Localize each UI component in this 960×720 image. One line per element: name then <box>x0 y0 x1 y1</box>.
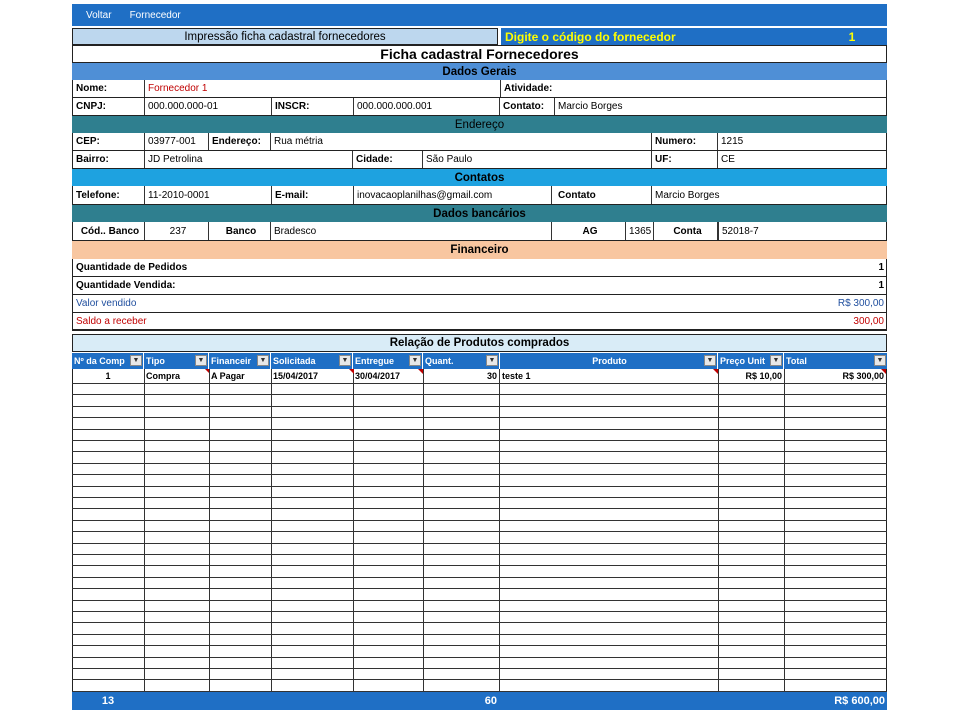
table-gridline <box>72 440 887 441</box>
table-gridline <box>72 588 887 589</box>
top-toolbar <box>72 4 887 26</box>
table-row[interactable] <box>72 369 887 383</box>
general-row-1 <box>72 80 887 98</box>
balance-value: 300,00 <box>853 315 884 327</box>
col-header-total: Total ▼ <box>784 353 887 369</box>
cep-value: 03977-001 <box>145 133 209 150</box>
cell-total: R$ 300,00 <box>842 371 884 381</box>
table-gridline <box>72 577 887 578</box>
balance-label: Saldo a receber <box>76 315 147 327</box>
filter-dropdown-icon[interactable]: ▼ <box>409 355 421 366</box>
bank-code-label: Cód.. Banco <box>73 222 145 240</box>
products-table-header <box>72 353 887 369</box>
col-header-order: Nº da Comp ▼ <box>72 353 144 369</box>
section-financial: Financeiro <box>72 241 887 259</box>
table-gridline <box>72 645 887 646</box>
cell-financial: A Pagar <box>211 371 245 381</box>
table-gridline <box>72 474 887 475</box>
col-header-financial: Financeir ▼ <box>209 353 271 369</box>
filter-dropdown-icon[interactable]: ▼ <box>257 355 269 366</box>
contacts-contact-label: Contato <box>552 186 652 204</box>
bank-value: Bradesco <box>271 222 552 240</box>
address-row-1 <box>72 133 887 151</box>
number-value: 1215 <box>721 136 744 147</box>
financial-qty-row <box>72 277 887 295</box>
phone-value: 11-2010-0001 <box>145 186 272 204</box>
agency-label: AG <box>552 222 626 240</box>
qty-value: 1 <box>878 280 884 291</box>
table-gridline <box>72 463 887 464</box>
comment-indicator-icon <box>418 369 423 374</box>
filter-dropdown-icon[interactable]: ▼ <box>874 355 886 366</box>
comment-indicator-icon <box>349 369 354 374</box>
financial-orders-row <box>72 259 887 277</box>
filter-dropdown-icon[interactable]: ▼ <box>339 355 351 366</box>
qty-label: Quantidade Vendida: <box>76 280 176 291</box>
table-totals-row <box>72 692 887 710</box>
table-gridline <box>72 679 887 680</box>
uf-label: UF: <box>652 151 718 168</box>
table-gridline <box>72 497 887 498</box>
account-value: 52018-7 <box>722 225 759 237</box>
table-gridline <box>72 657 887 658</box>
col-header-requested: Solicitada ▼ <box>271 353 353 369</box>
email-value[interactable]: inovacaoplanilhas@gmail.com <box>354 186 552 204</box>
comment-indicator-icon <box>713 369 718 374</box>
col-header-delivered: Entregue ▼ <box>353 353 423 369</box>
total-quantity: 60 <box>484 695 497 707</box>
page-title: Ficha cadastral Fornecedores <box>72 45 887 63</box>
table-gridline <box>72 451 887 452</box>
financial-balance-row <box>72 313 887 331</box>
cell-unit-price: R$ 10,00 <box>745 371 782 381</box>
district-value: JD Petrolina <box>145 151 353 168</box>
total-count: 13 <box>101 695 115 707</box>
table-gridline <box>72 611 887 612</box>
orders-value: 1 <box>878 262 884 273</box>
street-value: Rua métria <box>271 133 652 150</box>
table-gridline <box>72 634 887 635</box>
city-value: São Paulo <box>423 151 652 168</box>
section-bank: Dados bancários <box>72 205 887 222</box>
activity-label: Atividade: <box>500 80 558 97</box>
contact-value: Marcio Borges <box>558 101 623 112</box>
table-gridline <box>72 622 887 623</box>
bank-code-value: 237 <box>145 222 209 240</box>
contacts-row <box>72 186 887 205</box>
city-label: Cidade: <box>353 151 423 168</box>
section-address: Endereço <box>72 116 887 133</box>
code-prompt-label: Digite o código do fornecedor <box>501 28 887 45</box>
contact-label: Contato: <box>500 98 555 115</box>
cell-product: teste 1 <box>502 371 531 381</box>
filter-dropdown-icon[interactable]: ▼ <box>130 355 142 366</box>
bank-row <box>72 222 887 241</box>
general-row-2 <box>72 98 887 116</box>
cnpj-label: CNPJ: <box>73 98 145 115</box>
table-gridline <box>72 394 887 395</box>
col-header-type: Tipo ▼ <box>144 353 209 369</box>
number-label: Numero: <box>652 133 718 150</box>
district-label: Bairro: <box>73 151 145 168</box>
table-gridline <box>72 600 887 601</box>
table-gridline <box>72 565 887 566</box>
email-label: E-mail: <box>272 186 354 204</box>
table-gridline <box>72 486 887 487</box>
filter-dropdown-icon[interactable]: ▼ <box>486 355 498 366</box>
table-gridline <box>72 543 887 544</box>
cnpj-value: 000.000.000-01 <box>145 98 272 115</box>
table-gridline <box>72 520 887 521</box>
table-gridline <box>72 508 887 509</box>
cell-requested: 15/04/2017 <box>273 371 319 381</box>
section-products: Relação de Produtos comprados <box>72 334 887 352</box>
cell-quantity: 30 <box>486 371 497 381</box>
filter-dropdown-icon[interactable]: ▼ <box>195 355 207 366</box>
supplier-code-input[interactable]: 1 <box>848 29 856 44</box>
sold-value: R$ 300,00 <box>837 298 884 309</box>
col-header-quantity: Quant. ▼ <box>423 353 500 369</box>
col-header-unit-price: Preço Unit ▼ <box>718 353 784 369</box>
cep-label: CEP: <box>73 133 145 150</box>
col-header-product: Produto ▼ <box>500 353 718 369</box>
section-contacts: Contatos <box>72 169 887 186</box>
bank-label: Banco <box>209 222 271 240</box>
address-row-2 <box>72 151 887 169</box>
table-gridline <box>72 406 887 407</box>
table-gridline <box>72 531 887 532</box>
back-button[interactable]: Voltar <box>86 9 112 21</box>
total-value: R$ 600,00 <box>834 695 885 707</box>
street-label: Endereço: <box>209 133 271 150</box>
cell-order: 1 <box>105 371 111 381</box>
uf-value: CE <box>721 154 735 165</box>
name-label: Nome: <box>73 80 145 97</box>
cell-delivered: 30/04/2017 <box>355 371 401 381</box>
section-general: Dados Gerais <box>72 63 887 80</box>
table-gridline <box>72 417 887 418</box>
contacts-contact-value: Marcio Borges <box>655 189 720 201</box>
orders-label: Quantidade de Pedidos <box>76 262 188 273</box>
table-gridline <box>72 429 887 430</box>
activity-value <box>558 80 886 97</box>
cell-type: Compra <box>146 371 181 381</box>
supplier-button[interactable]: Fornecedor <box>129 9 181 21</box>
financial-sold-row <box>72 295 887 313</box>
comment-indicator-icon <box>205 369 209 373</box>
table-gridline <box>72 668 887 669</box>
print-sheet-button[interactable]: Impressão ficha cadastral fornecedores <box>72 28 498 45</box>
filter-dropdown-icon[interactable]: ▼ <box>770 355 782 366</box>
phone-label: Telefone: <box>73 186 145 204</box>
inscr-label: INSCR: <box>272 98 354 115</box>
sold-label: Valor vendido <box>76 298 137 309</box>
table-gridline <box>72 383 887 384</box>
agency-value: 1365 <box>626 222 718 240</box>
account-label: Conta <box>653 222 719 240</box>
inscr-value: 000.000.000.001 <box>354 98 500 115</box>
comment-indicator-icon <box>881 369 886 374</box>
table-gridline <box>72 554 887 555</box>
filter-dropdown-icon[interactable]: ▼ <box>704 355 716 366</box>
name-value: Fornecedor 1 <box>148 83 208 94</box>
